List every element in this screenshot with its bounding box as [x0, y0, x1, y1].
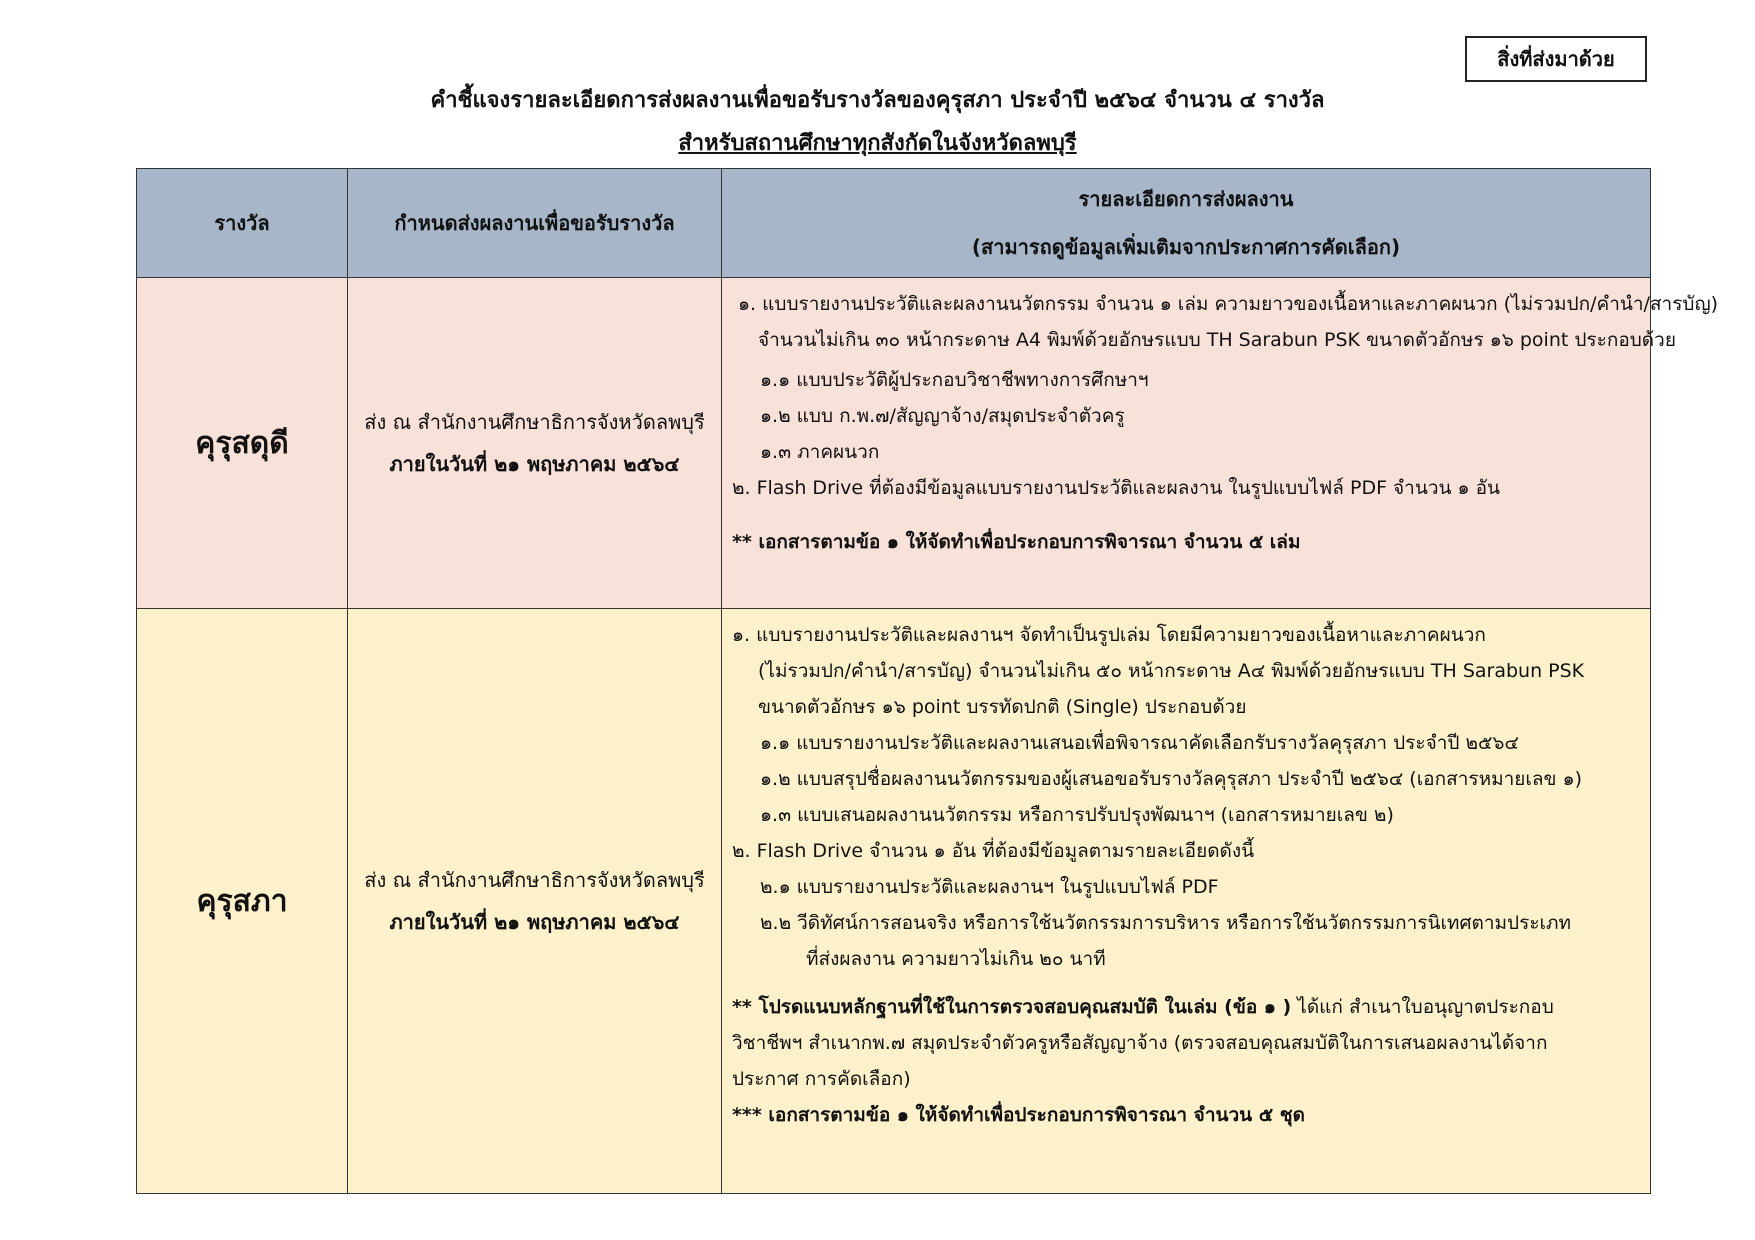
- details-cell: [722, 609, 1651, 1194]
- table-row: [137, 278, 1651, 609]
- detail-line: ๑.๒ แบบ ก.พ.๗/สัญญาจ้าง/สมุดประจำตัวครู: [760, 405, 1125, 427]
- detail-line: ๑.๒ แบบสรุปชื่อผลงานนวัตกรรมของผู้เสนอขอรับรางวัลคุรุสภา ประจำปี ๒๕๖๔ (เอกสารหมายเลข ๑): [760, 768, 1583, 790]
- header-award: รางวัล: [137, 169, 348, 278]
- detail-note: *** เอกสารตามข้อ ๑ ให้จัดทำเพื่อประกอบการพิจารณา จำนวน ๕ ชุด: [732, 1104, 1305, 1126]
- document-title: คำชี้แจงรายละเอียดการส่งผลงานเพื่อขอรับรางวัลของคุรุสภา ประจำปี ๒๕๖๔ จำนวน ๔ รางวัล: [430, 88, 1325, 113]
- detail-line: (ไม่รวมปก/คำนำ/สารบัญ) จำนวนไม่เกิน ๕๐ หน้ากระดาษ A๔ พิมพ์ด้วยอักษรแบบ TH Sarabun PSK: [758, 660, 1585, 682]
- detail-note-line: วิชาชีพฯ สำเนากพ.๗ สมุดประจำตัวครูหรือสัญญาจ้าง (ตรวจสอบคุณสมบัติในการเสนอผลงานได้จาก: [732, 1032, 1548, 1054]
- award-submission-table: [136, 168, 1719, 1194]
- detail-line: ๒. Flash Drive ที่ต้องมีข้อมูลแบบรายงานประวัติและผลงาน ในรูปแบบไฟล์ PDF จำนวน ๑ อัน: [732, 477, 1501, 499]
- detail-note-bold: ** โปรดแนบหลักฐานที่ใช้ในการตรวจสอบคุณสมบัติ ในเล่ม (ข้อ ๑ ): [732, 996, 1292, 1018]
- detail-line: ๑.๑ แบบรายงานประวัติและผลงานเสนอเพื่อพิจารณาคัดเลือกรับรางวัลคุรุสภา ประจำปี ๒๕๖๔: [760, 732, 1519, 754]
- deadline-date: ภายในวันที่ ๒๑ พฤษภาคม ๒๕๖๔: [389, 452, 680, 476]
- attachment-label-box: [1465, 36, 1647, 82]
- deadline-date: ภายในวันที่ ๒๑ พฤษภาคม ๒๕๖๔: [389, 910, 680, 934]
- detail-line: ๒.๑ แบบรายงานประวัติและผลงานฯ ในรูปแบบไฟล์ PDF: [760, 876, 1219, 898]
- header-details: [722, 169, 1651, 278]
- detail-note: ** เอกสารตามข้อ ๑ ให้จัดทำเพื่อประกอบการพิจารณา จำนวน ๕ เล่ม: [732, 531, 1301, 553]
- award-name: คุรุสดุดี: [137, 278, 348, 609]
- header-deadline: กำหนดส่งผลงานเพื่อขอรับรางวัล: [348, 169, 722, 278]
- detail-line: ๑.๓ ภาคผนวก: [760, 441, 880, 463]
- detail-line: ๑. แบบรายงานประวัติและผลงานฯ จัดทำเป็นรูปเล่ม โดยมีความยาวของเนื้อหาและภาคผนวก: [732, 624, 1486, 646]
- deadline-place: ส่ง ณ สำนักงานศึกษาธิการจังหวัดลพบุรี: [364, 868, 705, 892]
- detail-line: ๑. แบบรายงานประวัติและผลงานนวัตกรรม จำนวน ๑ เล่ม ความยาวของเนื้อหาและภาคผนวก (ไม่รวมปก/คำนำ/สารบัญ): [738, 293, 1719, 315]
- detail-line: ที่ส่งผลงาน ความยาวไม่เกิน ๒๐ นาที: [806, 948, 1106, 970]
- detail-note-line: ประกาศ การคัดเลือก): [732, 1068, 911, 1090]
- attachment-label: สิ่งที่ส่งมาด้วย: [1497, 47, 1615, 71]
- detail-line: ๒.๒ วีดิทัศน์การสอนจริง หรือการใช้นวัตกรรมการบริหาร หรือการใช้นวัตกรรมการนิเทศตามประเภท: [760, 912, 1572, 934]
- document-subtitle: สำหรับสถานศึกษาทุกสังกัดในจังหวัดลพบุรี: [678, 131, 1077, 156]
- detail-line: ขนาดตัวอักษร ๑๖ point บรรทัดปกติ (Single) ประกอบด้วย: [758, 696, 1247, 718]
- deadline-cell: [348, 609, 722, 1194]
- detail-line: จำนวนไม่เกิน ๓๐ หน้ากระดาษ A4 พิมพ์ด้วยอักษรแบบ TH Sarabun PSK ขนาดตัวอักษร ๑๖ point ประกอบด้วย: [758, 329, 1676, 351]
- table-header-row: [137, 169, 1651, 278]
- detail-line: ๑.๓ แบบเสนอผลงานนวัตกรรม หรือการปรับปรุงพัฒนาฯ (เอกสารหมายเลข ๒): [760, 804, 1394, 826]
- detail-line: ๒. Flash Drive จำนวน ๑ อัน ที่ต้องมีข้อมูลตามรายละเอียดดังนี้: [732, 840, 1255, 862]
- detail-note-rest: ได้แก่ สำเนาใบอนุญาตประกอบ: [1291, 996, 1554, 1018]
- detail-line: ๑.๑ แบบประวัติผู้ประกอบวิชาชีพทางการศึกษาฯ: [760, 369, 1149, 391]
- deadline-cell: [348, 278, 722, 609]
- deadline-place: ส่ง ณ สำนักงานศึกษาธิการจังหวัดลพบุรี: [364, 410, 705, 434]
- table-row: [137, 609, 1651, 1194]
- header-details-subtitle: (สามารถดูข้อมูลเพิ่มเติมจากประกาศการคัดเลือก): [971, 235, 1401, 259]
- header-details-title: รายละเอียดการส่งผลงาน: [1078, 187, 1294, 211]
- details-cell: [722, 278, 1719, 609]
- award-name: คุรุสภา: [137, 609, 348, 1194]
- detail-note: [732, 989, 1640, 1025]
